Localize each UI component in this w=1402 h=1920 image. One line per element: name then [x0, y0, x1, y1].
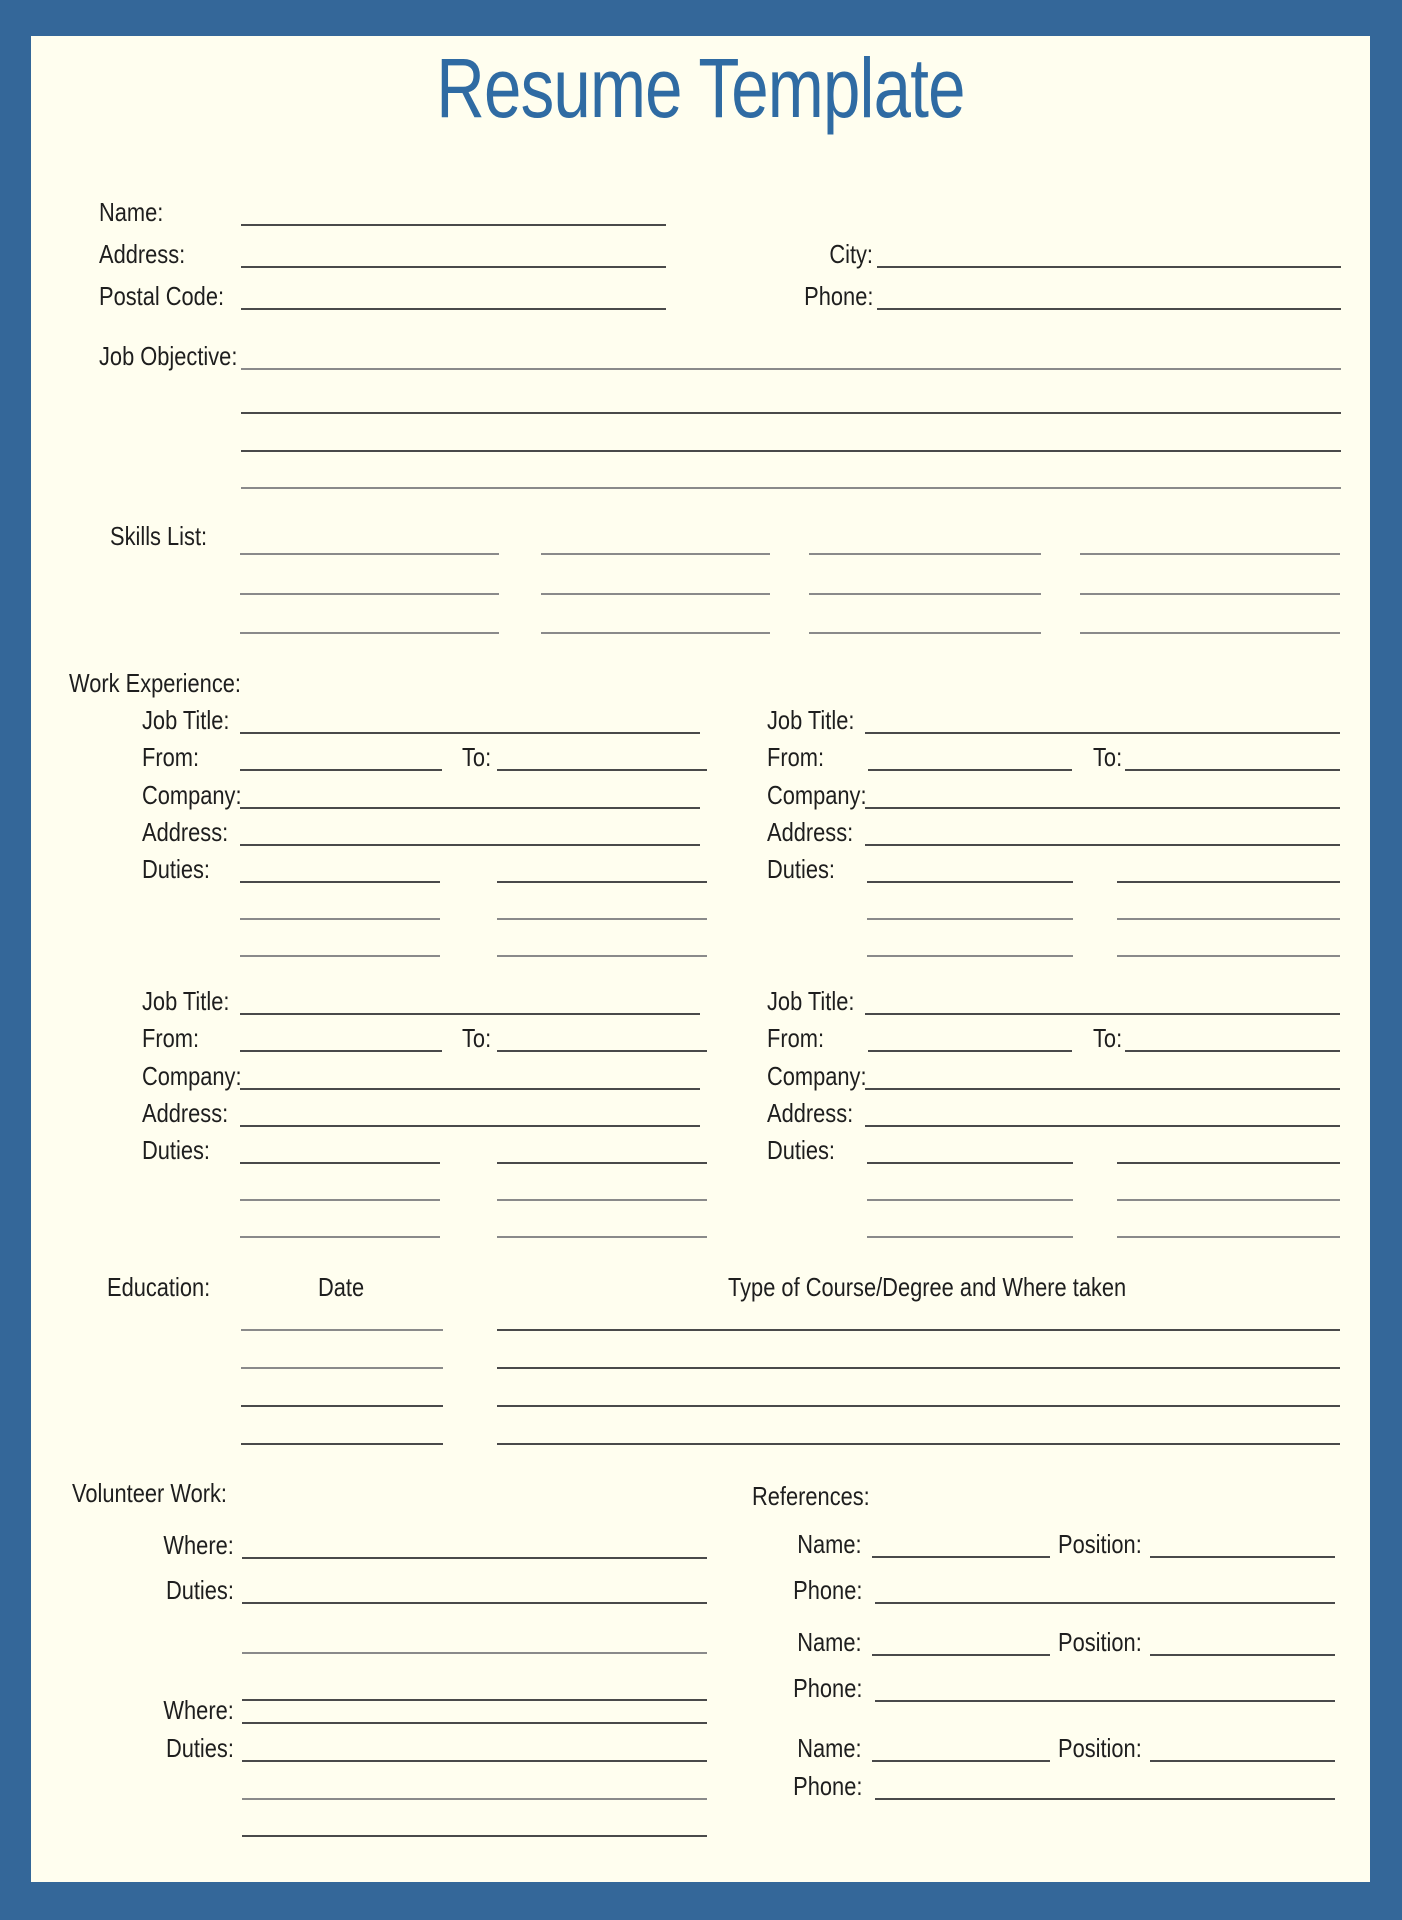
skills-line-r2c1[interactable] [240, 593, 499, 595]
job-objective-label: Job Objective: [99, 341, 238, 371]
job3-to-label: To: [462, 1023, 492, 1053]
job1-duties-line-6[interactable] [497, 955, 707, 957]
reference2-position-label: Position: [1058, 1627, 1142, 1657]
job4-address-label: Address: [767, 1098, 854, 1128]
job3-from-label: From: [142, 1023, 200, 1053]
job-objective-line-3[interactable] [241, 450, 1341, 452]
education-course-line-4[interactable] [497, 1443, 1340, 1445]
education-course-header: Type of Course/Degree and Where taken [728, 1272, 1127, 1302]
reference2-phone-label: Phone: [792, 1673, 862, 1703]
name-label: Name: [99, 197, 164, 227]
reference3-phone-line[interactable] [875, 1798, 1335, 1800]
job4-duties-line-1[interactable] [867, 1162, 1073, 1164]
job4-company-label: Company: [767, 1061, 867, 1091]
job4-address-line[interactable] [865, 1125, 1340, 1127]
skills-list-label: Skills List: [110, 521, 208, 551]
job4-duties-line-2[interactable] [1117, 1162, 1340, 1164]
references-label: References: [752, 1481, 870, 1511]
skills-line-r3c3[interactable] [809, 632, 1041, 634]
job4-from-line[interactable] [868, 1050, 1072, 1052]
reference3-name-label: Name: [797, 1733, 862, 1763]
job2-duties-line-4[interactable] [1117, 918, 1340, 920]
job3-address-label: Address: [142, 1098, 229, 1128]
job1-duties-line-5[interactable] [240, 955, 440, 957]
skills-line-r3c1[interactable] [240, 632, 499, 634]
job1-address-label: Address: [142, 817, 229, 847]
volunteer1-where-line[interactable] [242, 1557, 707, 1559]
job2-duties-line-3[interactable] [867, 918, 1073, 920]
job3-company-label: Company: [142, 1061, 242, 1091]
skills-line-r1c3[interactable] [809, 553, 1041, 555]
job3-duties-line-6[interactable] [497, 1236, 707, 1238]
education-course-line-1[interactable] [497, 1329, 1340, 1331]
job-objective-line-1[interactable] [241, 368, 1341, 370]
volunteer2-duties-line-2[interactable] [242, 1798, 707, 1800]
job4-from-label: From: [767, 1023, 825, 1053]
form-sheet [31, 36, 1370, 1882]
reference1-name-line[interactable] [872, 1556, 1050, 1558]
education-date-line-4[interactable] [241, 1443, 443, 1445]
job2-company-label: Company: [767, 780, 867, 810]
job2-title-label: Job Title: [767, 705, 855, 735]
city-label: City: [829, 239, 873, 269]
work-experience-label: Work Experience: [69, 668, 241, 698]
job4-to-label: To: [1093, 1023, 1123, 1053]
skills-line-r1c1[interactable] [240, 553, 499, 555]
job1-to-label: To: [462, 742, 492, 772]
job1-duties-label: Duties: [142, 854, 210, 884]
job4-title-line[interactable] [865, 1013, 1340, 1015]
job3-duties-label: Duties: [142, 1135, 210, 1165]
job4-duties-line-3[interactable] [867, 1199, 1073, 1201]
job3-company-line[interactable] [240, 1088, 700, 1090]
job3-duties-line-4[interactable] [497, 1199, 707, 1201]
volunteer2-duties-line-1[interactable] [242, 1760, 707, 1762]
job3-address-line[interactable] [240, 1125, 700, 1127]
job3-duties-line-3[interactable] [240, 1199, 440, 1201]
job4-to-line[interactable] [1125, 1050, 1340, 1052]
job1-duties-line-2[interactable] [497, 881, 707, 883]
city-field-line[interactable] [877, 266, 1341, 268]
job3-from-line[interactable] [240, 1050, 442, 1052]
job1-from-label: From: [142, 742, 200, 772]
reference2-name-label: Name: [797, 1627, 862, 1657]
job2-duties-line-5[interactable] [867, 955, 1073, 957]
job1-duties-line-3[interactable] [240, 918, 440, 920]
reference1-name-label: Name: [797, 1529, 862, 1559]
volunteer1-duties-line-2[interactable] [242, 1652, 707, 1654]
volunteer1-duties-line-3[interactable] [242, 1699, 707, 1701]
job1-duties-line-4[interactable] [497, 918, 707, 920]
volunteer1-duties-label: Duties: [166, 1575, 234, 1605]
phone-field-line[interactable] [877, 308, 1341, 310]
job4-company-line[interactable] [865, 1088, 1340, 1090]
education-course-line-3[interactable] [497, 1405, 1340, 1407]
reference1-phone-label: Phone: [792, 1575, 862, 1605]
job-objective-line-2[interactable] [241, 412, 1341, 414]
skills-line-r2c4[interactable] [1080, 593, 1340, 595]
job2-address-label: Address: [767, 817, 854, 847]
postal-code-label: Postal Code: [99, 281, 225, 311]
volunteer1-duties-line-1[interactable] [242, 1602, 707, 1604]
job4-duties-line-4[interactable] [1117, 1199, 1340, 1201]
address-field-line[interactable] [241, 266, 666, 268]
job2-from-line[interactable] [868, 769, 1072, 771]
job3-title-label: Job Title: [142, 986, 230, 1016]
job2-duties-line-6[interactable] [1117, 955, 1340, 957]
job2-duties-line-1[interactable] [867, 881, 1073, 883]
skills-line-r1c4[interactable] [1080, 553, 1340, 555]
job1-title-label: Job Title: [142, 705, 230, 735]
volunteer2-where-label: Where: [163, 1695, 234, 1725]
volunteer2-duties-label: Duties: [166, 1733, 234, 1763]
job1-company-line[interactable] [240, 807, 700, 809]
job4-duties-line-6[interactable] [1117, 1236, 1340, 1238]
reference3-position-line[interactable] [1150, 1760, 1335, 1762]
reference2-phone-line[interactable] [875, 1700, 1335, 1702]
address-label: Address: [99, 239, 186, 269]
job3-duties-line-5[interactable] [240, 1236, 440, 1238]
job2-to-label: To: [1093, 742, 1123, 772]
skills-line-r2c3[interactable] [809, 593, 1041, 595]
job2-duties-line-2[interactable] [1117, 881, 1340, 883]
education-date-line-3[interactable] [241, 1405, 443, 1407]
reference3-position-label: Position: [1058, 1733, 1142, 1763]
volunteer2-duties-line-3[interactable] [242, 1835, 707, 1837]
job2-company-line[interactable] [865, 807, 1340, 809]
job3-to-line[interactable] [497, 1050, 707, 1052]
phone-label: Phone: [803, 281, 873, 311]
job2-from-label: From: [767, 742, 825, 772]
skills-line-r1c2[interactable] [541, 553, 770, 555]
education-course-line-2[interactable] [497, 1367, 1340, 1369]
name-field-line[interactable] [241, 224, 666, 226]
job3-duties-line-2[interactable] [497, 1162, 707, 1164]
skills-line-r3c2[interactable] [541, 632, 770, 634]
education-date-header: Date [318, 1272, 365, 1302]
reference3-phone-label: Phone: [792, 1771, 862, 1801]
reference1-phone-line[interactable] [875, 1602, 1335, 1604]
volunteer2-where-line[interactable] [242, 1722, 707, 1724]
reference1-position-label: Position: [1058, 1529, 1142, 1559]
postal-code-field-line[interactable] [241, 308, 666, 310]
skills-line-r2c2[interactable] [541, 593, 770, 595]
job3-title-line[interactable] [240, 1013, 700, 1015]
reference1-position-line[interactable] [1150, 1556, 1335, 1558]
reference3-name-line[interactable] [872, 1760, 1050, 1762]
education-label: Education: [107, 1272, 211, 1302]
job4-duties-label: Duties: [767, 1135, 835, 1165]
volunteer-work-label: Volunteer Work: [72, 1478, 227, 1508]
job1-duties-line-1[interactable] [240, 881, 440, 883]
volunteer1-where-label: Where: [163, 1530, 234, 1560]
job2-to-line[interactable] [1125, 769, 1340, 771]
job2-duties-label: Duties: [767, 854, 835, 884]
job1-title-line[interactable] [240, 732, 700, 734]
reference2-name-line[interactable] [872, 1654, 1050, 1656]
education-date-line-1[interactable] [241, 1329, 443, 1331]
job1-address-line[interactable] [240, 844, 700, 846]
job2-title-line[interactable] [865, 732, 1340, 734]
job4-duties-line-5[interactable] [867, 1236, 1073, 1238]
job1-company-label: Company: [142, 780, 242, 810]
job1-to-line[interactable] [497, 769, 707, 771]
job-objective-line-4[interactable] [241, 487, 1341, 489]
education-date-line-2[interactable] [241, 1367, 443, 1369]
job3-duties-line-1[interactable] [240, 1162, 440, 1164]
skills-line-r3c4[interactable] [1080, 632, 1340, 634]
job1-from-line[interactable] [240, 769, 442, 771]
job2-address-line[interactable] [865, 844, 1340, 846]
page-title: Resume Template [436, 41, 965, 135]
reference2-position-line[interactable] [1150, 1654, 1335, 1656]
job4-title-label: Job Title: [767, 986, 855, 1016]
